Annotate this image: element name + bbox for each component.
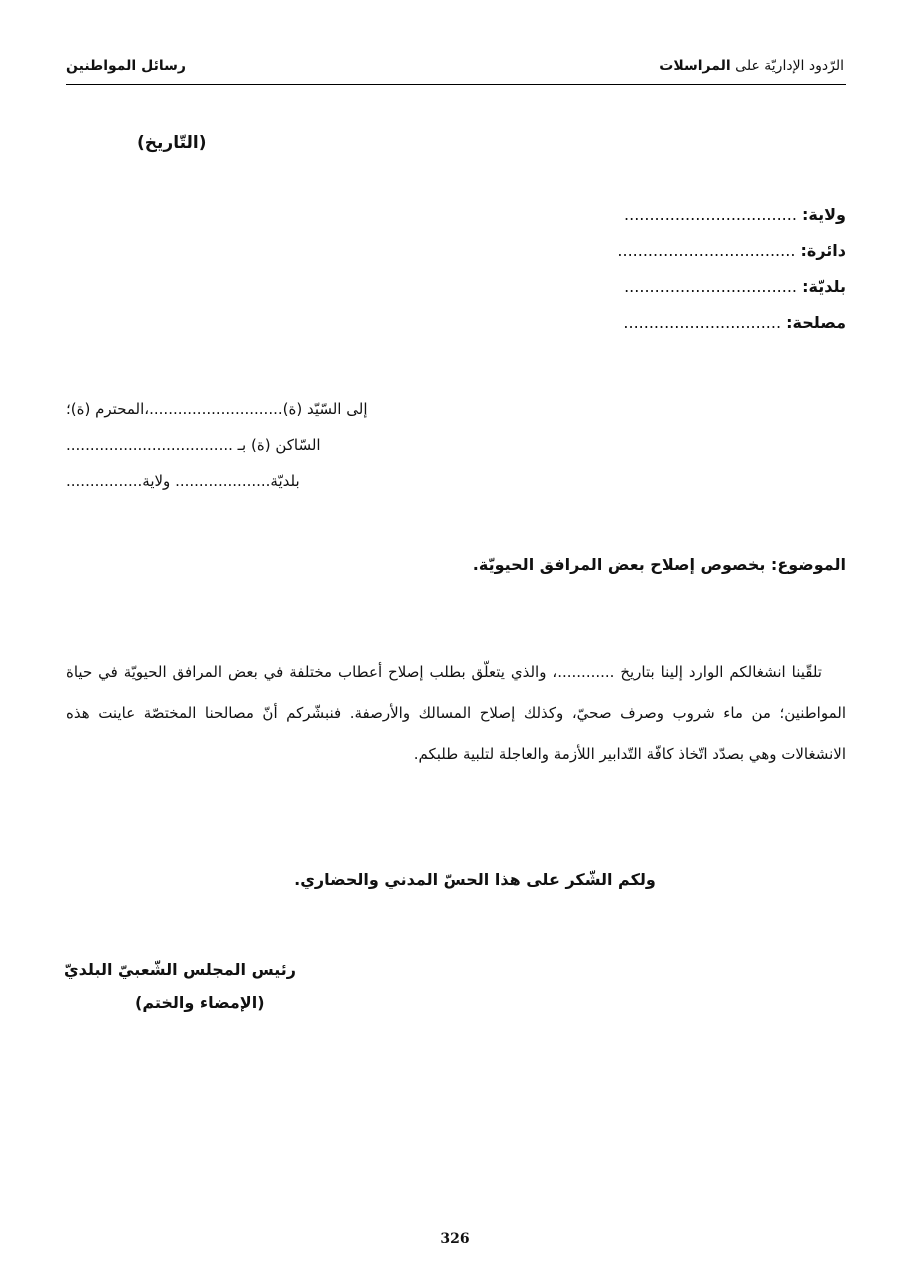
- recipient-locality-line: بلديّة.................... ولاية................: [66, 472, 300, 490]
- address-baladiya-label: بلديّة:: [802, 277, 846, 296]
- letter-body-text: تلقّينا انشغالكم الوارد إلينا بتاريخ ............، والذي يتعلّق بطلب إصلاح أعطاب مختلفة في بعض المرافق الحيويّة في حياة المواطنين؛ من ماء شروب وصرف صحيّ، وكذلك إصلاح المسالك والأرصفة. فنبشّركم أنّ مصالحنا المختصّة عاينت هذه الانشغالات وهي بصدّد اتّخاذ كافّة التّدابير اللأزمة والعاجلة لتلبية طلبكم.: [66, 663, 846, 763]
- signatory-title: رئيس المجلس الشّعبيّ البلديّ: [64, 960, 296, 979]
- address-baladiya-blank: ..................................: [624, 277, 798, 296]
- recipient-name-line: إلى السّيّد (ة)............................،المحترم (ة)؛: [66, 400, 368, 418]
- closing-thanks-text: ولكم الشّكر على هذا الحسّ المدني والحضاري.: [294, 870, 656, 889]
- signature-stamp-placeholder: (الإمضاء والختم): [135, 993, 265, 1012]
- address-wilaya-blank: ..................................: [624, 205, 797, 224]
- closing-thanks-line: [0, 870, 910, 889]
- letter-date: (التّاريخ): [137, 133, 207, 153]
- running-header-book-title: [659, 58, 844, 74]
- address-maslaha-blank: ...............................: [623, 313, 782, 332]
- page-number: 326: [440, 1231, 470, 1247]
- recipient-residence-line: [66, 436, 321, 454]
- header-divider: [66, 84, 846, 85]
- running-header-chapter: رسائل المواطنين: [66, 58, 186, 74]
- address-maslaha-label: مصلحة:: [786, 313, 846, 332]
- letter-subject: الموضوع: بخصوص إصلاح بعض المرافق الحيويّة.: [472, 555, 846, 574]
- address-maslaha: [623, 313, 846, 332]
- header-title-bold: المراسلات: [659, 58, 731, 74]
- recipient-residence-blank: ...................................: [66, 436, 233, 454]
- letter-body-paragraph: [66, 652, 846, 775]
- address-wilaya-label: ولاية:: [802, 205, 846, 224]
- header-title-prefix: الرّدود الإداريّة على: [730, 58, 844, 74]
- recipient-residence-label: السّاكن (ة) بـ: [232, 436, 321, 454]
- address-daira-label: دائرة:: [800, 241, 846, 260]
- address-baladiya: [624, 277, 846, 296]
- address-daira: [617, 241, 846, 260]
- address-wilaya: [624, 205, 846, 224]
- address-daira-blank: ...................................: [617, 241, 796, 260]
